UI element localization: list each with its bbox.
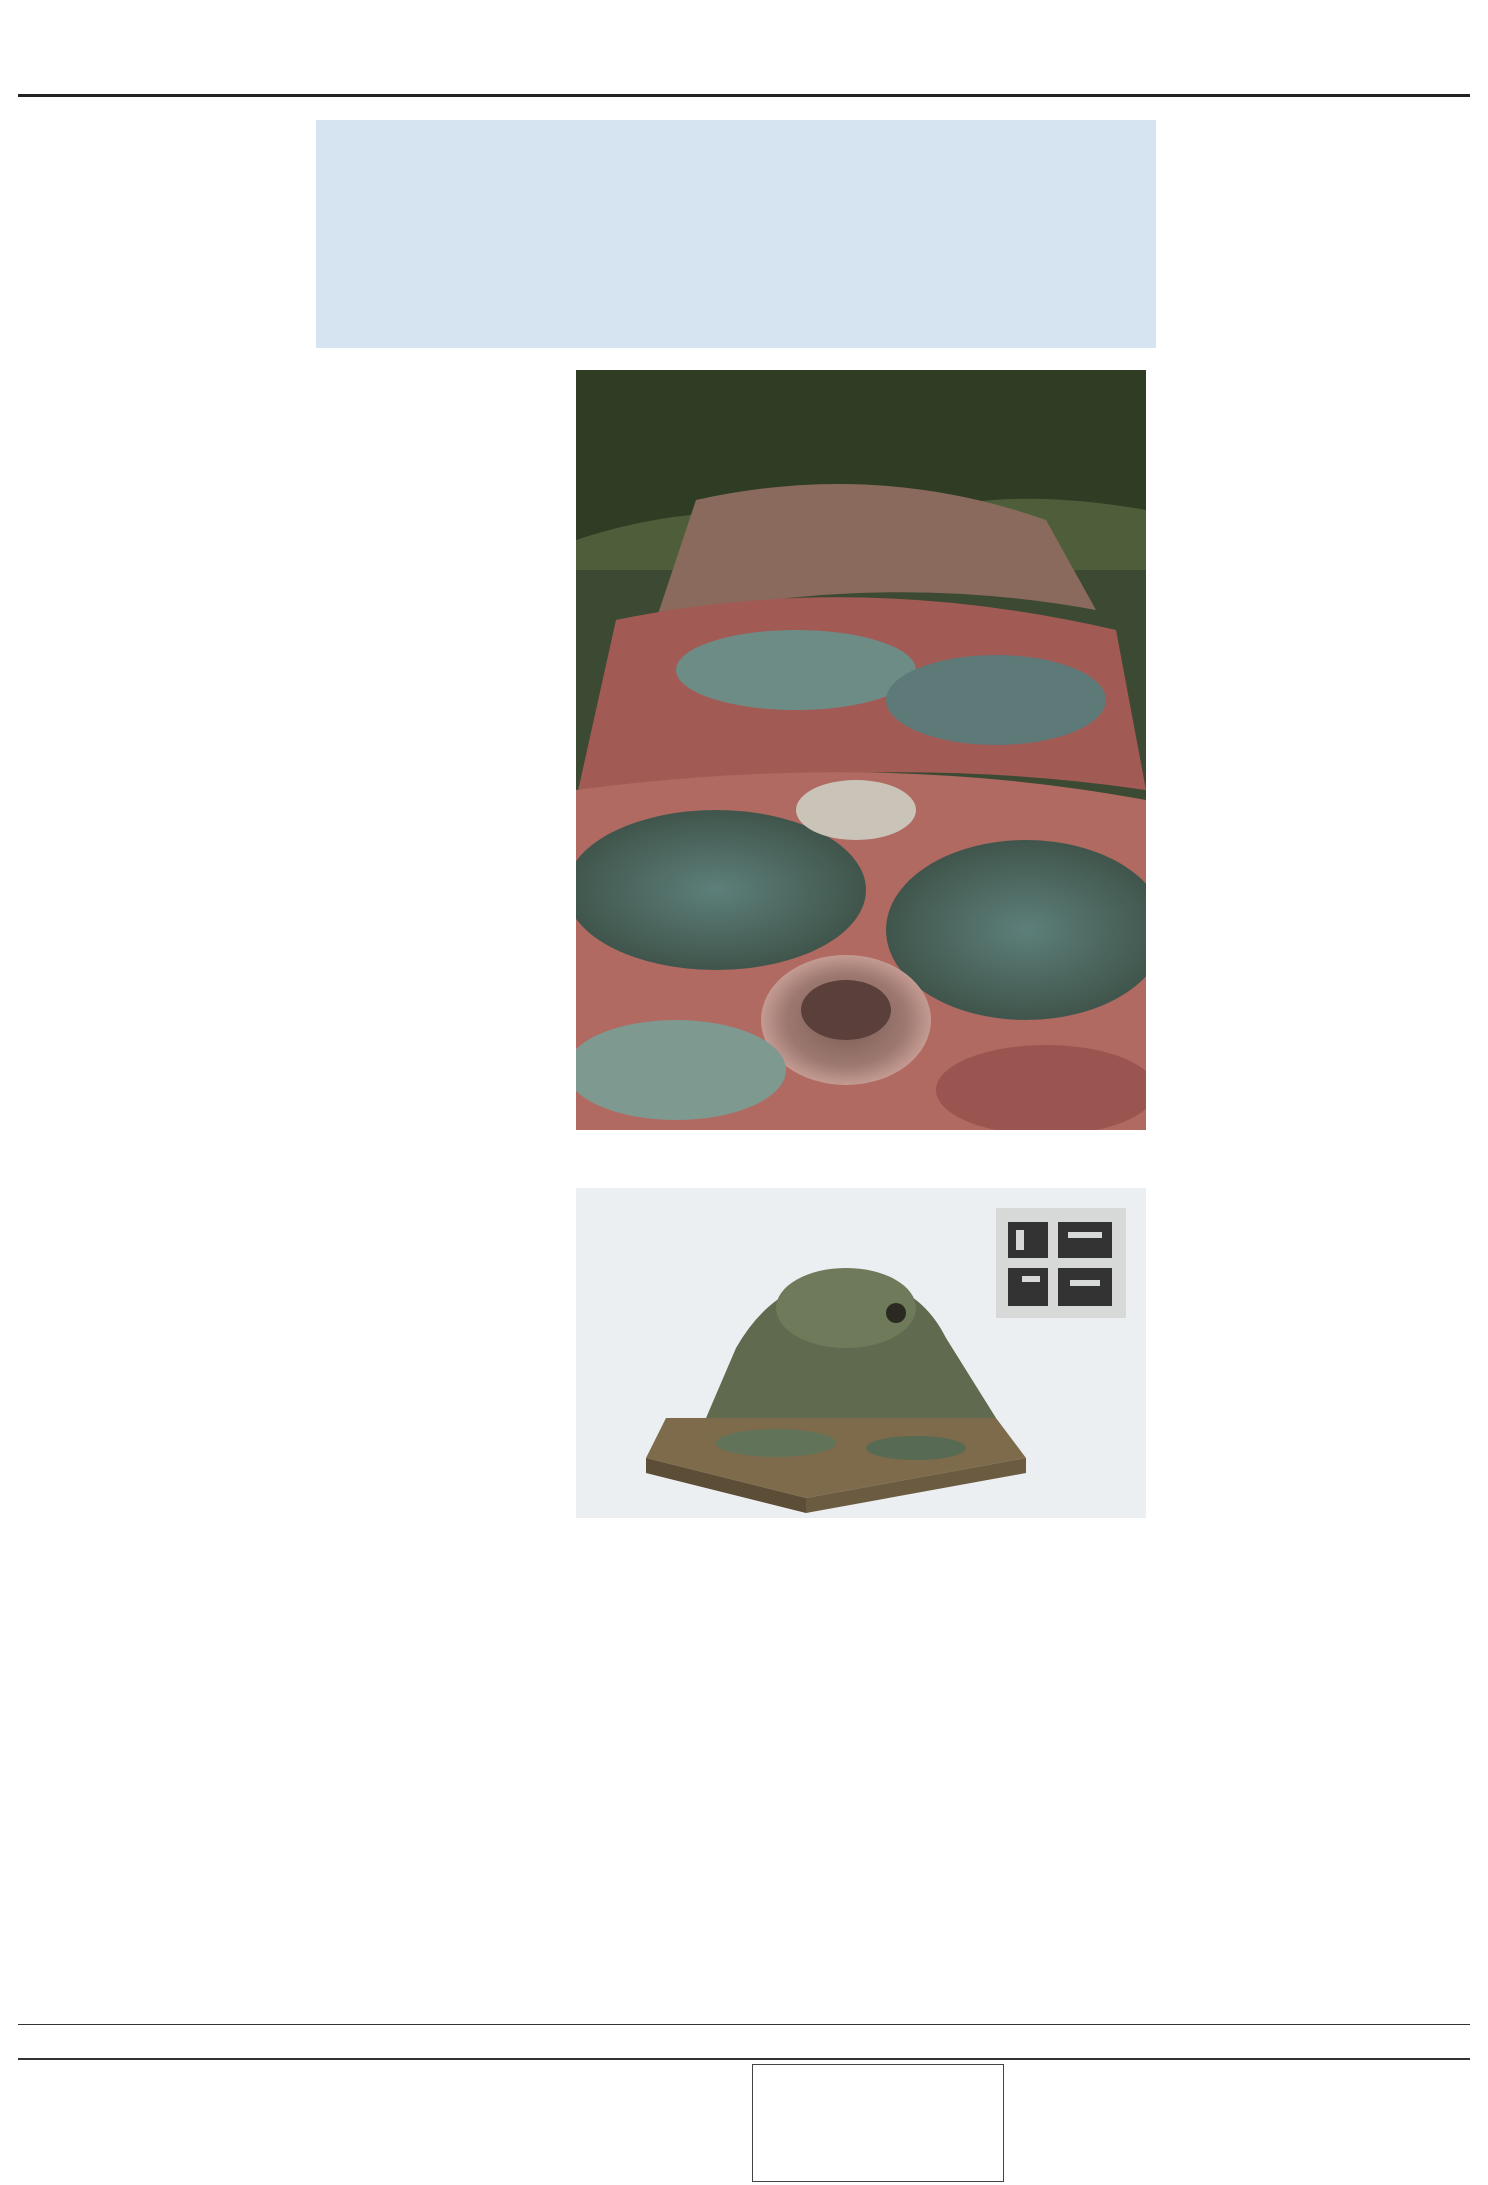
header-rule (18, 94, 1470, 97)
hoofprint-road-image (576, 370, 1146, 1130)
wedding-notice (752, 2064, 1004, 2182)
article-column-right (1190, 120, 1465, 146)
footer-rule (18, 2024, 1470, 2025)
photo-seal (576, 1188, 1146, 1518)
wedding-notice-body (753, 2069, 1003, 2077)
ad-notice (512, 2114, 744, 2180)
bronze-seal-image (576, 1188, 1146, 1518)
ads-rule (18, 2058, 1470, 2060)
intro-box (316, 120, 1156, 348)
ad-notice (1010, 2116, 1468, 2180)
photo-hoofprints (576, 370, 1146, 1130)
article-column-left (22, 178, 297, 204)
